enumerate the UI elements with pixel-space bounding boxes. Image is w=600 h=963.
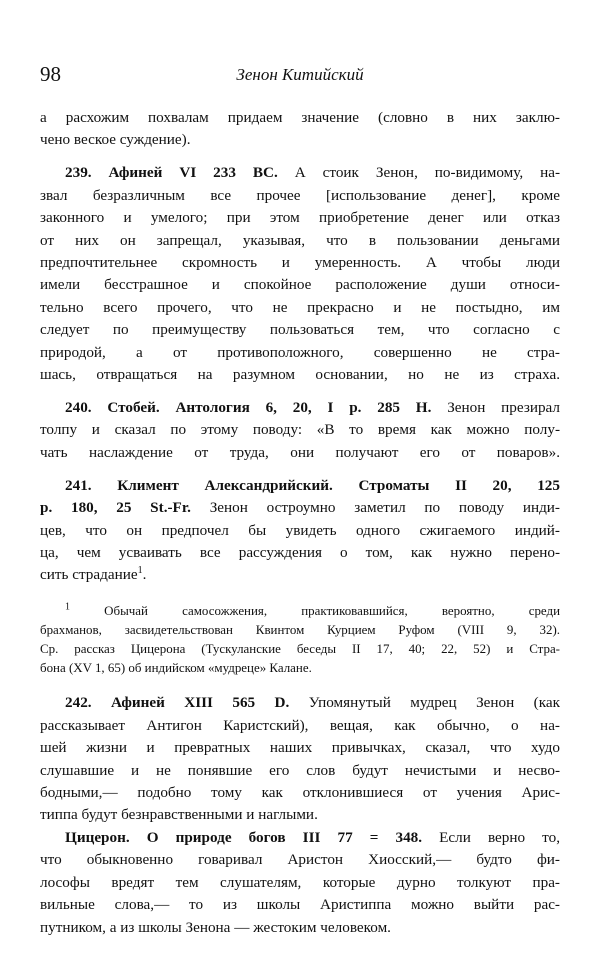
text-line: толпу и сказал по этому поводу: «В то время как можно полу- bbox=[40, 421, 560, 439]
footnote-text: Обычай самосожжения, практиковавшийся, вероятно, среди bbox=[70, 602, 560, 618]
footnote-line: бона (XV 1, 65) об индийском «мудреце» Калане. bbox=[40, 659, 312, 675]
text-line: Зенон остроумно заметил по поводу инди- bbox=[190, 499, 560, 517]
text-line: Зенон презирал bbox=[431, 399, 560, 416]
footnote-line: брахманов, засвидетельствован Квинтом Курцием Руфом (VIII 9, 32). bbox=[40, 621, 560, 637]
page-header bbox=[40, 62, 560, 92]
text-line: слушавшие и не понявшие его слов будут нечистыми и несво- bbox=[40, 761, 560, 779]
book-page bbox=[40, 0, 560, 963]
text-line: чать наслаждение от труда, они получают его от поваров». bbox=[40, 443, 560, 461]
text-line: А стоик Зенон, по-видимому, на- bbox=[277, 164, 560, 182]
text-line: цев, что он предпочел бы увидеть одного сжигаемого индий- bbox=[40, 521, 560, 539]
text-line: типпа будут безнравственными и наглыми. bbox=[40, 806, 318, 824]
entry-240-heading: 240. Стобей. Антология 6, 20, I p. 285 H. bbox=[65, 399, 432, 416]
text-line: природой, а от противоположного, совершенно не стра- bbox=[40, 343, 560, 361]
footnote-line bbox=[65, 601, 560, 620]
text-line: следует по преимуществу пользоваться тем, что согласно с bbox=[40, 321, 560, 339]
text-line: имели бесстрашное и спокойное расположение души относи- bbox=[40, 276, 560, 294]
text-line: шась, отвращаться на разумном основании, но не из страха. bbox=[40, 366, 560, 384]
text-line-with-footnote-ref: сить страдание$^1$. bbox=[40, 565, 147, 584]
entry-241-heading: 241. Климент Александрийский. Строматы II 20, 125 bbox=[65, 476, 560, 494]
text-line: бодными,— подобно тому как отклонившиеся от учения Арис- bbox=[40, 783, 560, 801]
entry-241-heading-cont-line bbox=[40, 497, 560, 519]
entry-240-heading-line bbox=[65, 397, 560, 419]
text-line: предпочтительнее скромность и умеренность. А чтобы люди bbox=[40, 254, 560, 271]
cicero-heading: Цицерон. О природе богов III 77 = 348. bbox=[65, 828, 423, 846]
footnote-reference[interactable]: 1 bbox=[137, 565, 143, 577]
text-line: звал безразличным все прочее [использование денег], кроме bbox=[40, 186, 560, 204]
footnote-marker: 1 bbox=[65, 601, 70, 613]
text-line: законного и умелого; при этом приобретение денег или отказ bbox=[40, 209, 560, 227]
entry-241-heading-line bbox=[65, 475, 560, 497]
text-line: путником, а из школы Зенона — жестоким человеком. bbox=[40, 918, 391, 936]
text-line: вильные слова,— то из школы Аристиппа можно выйти рас- bbox=[40, 896, 560, 914]
text-line: что обыкновенно говаривал Аристон Хиосский,— будто фи- bbox=[40, 851, 560, 869]
text-line: от них он запрещал, указывая, что в пользовании деньгами bbox=[40, 231, 560, 249]
text-line: а расхожим похвалам придаем значение (словно в них заклю- bbox=[40, 109, 560, 126]
text-line: тельно всего прочего, что не прекрасно и не постыдно, им bbox=[40, 298, 560, 316]
entry-239-heading-line bbox=[65, 162, 560, 184]
text-line: чено веское суждение). bbox=[40, 131, 191, 149]
entry-242-heading: 242. Афиней XIII 565 D. bbox=[65, 694, 290, 712]
text-line: лософы вредят тем слушателям, которые дурно толкуют пра- bbox=[40, 873, 560, 891]
entry-239-heading: 239. Афиней VI 233 BC. bbox=[65, 164, 278, 182]
entry-241-heading-cont: p. 180, 25 St.-Fr. bbox=[40, 499, 191, 517]
text-line: сить страдание bbox=[40, 566, 138, 584]
footnote-line: Ср. рассказ Цицерона (Тускуланские беседы II 17, 40; 22, 52) и Стра- bbox=[40, 640, 560, 656]
cicero-heading-line bbox=[65, 827, 560, 849]
text-line: Упомянутый мудрец Зенон (как bbox=[289, 694, 560, 712]
text-line: рассказывает Антигон Каристский), вещая, как обычно, о на- bbox=[40, 716, 560, 734]
text-line: ца, чем усваивать все рассуждения о том, как нужно перено- bbox=[40, 544, 560, 561]
running-title: Зенон Китийский bbox=[236, 65, 364, 84]
page-number: 98 bbox=[40, 62, 61, 86]
text-line: Если верно то, bbox=[422, 828, 560, 846]
entry-242-heading-line bbox=[65, 692, 560, 714]
text-line: шей жизни и превратных наших привычках, сказал, что худо bbox=[40, 739, 560, 756]
